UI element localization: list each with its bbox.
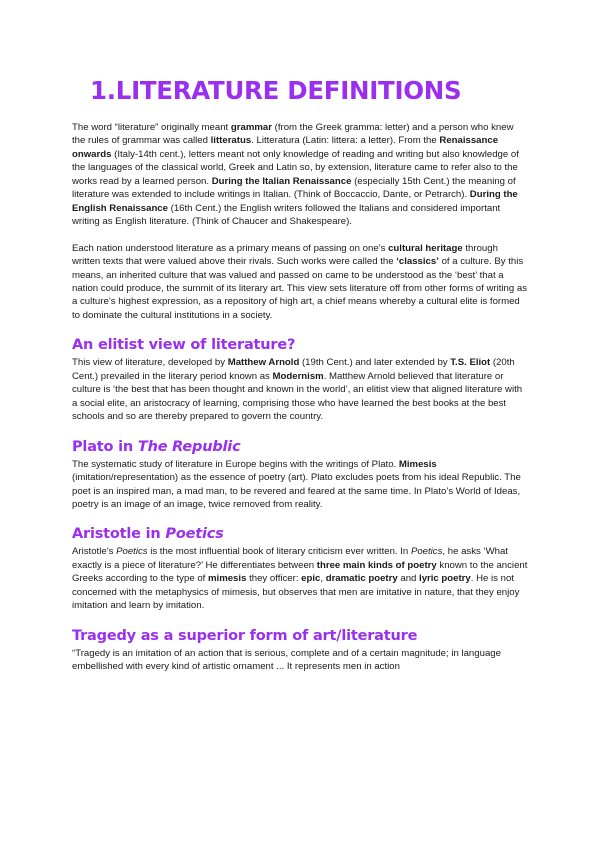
bold-term: cultural heritage <box>388 242 463 254</box>
text-run: This view of literature, developed by <box>72 357 228 369</box>
page-title: 1.LITERATURE DEFINITIONS <box>90 76 462 105</box>
bold-term: Matthew Arnold <box>227 357 300 369</box>
text-run: and <box>397 573 420 585</box>
bold-term: litteratus <box>210 135 252 147</box>
italic-title: The Republic <box>137 438 241 455</box>
section-spacer <box>72 322 528 334</box>
text-run: (20th Cent.) prevailed in the literary period known as <box>72 357 515 382</box>
section-spacer <box>72 511 528 523</box>
section-body-aristotle <box>72 545 528 612</box>
bold-term: lyric poetry <box>419 573 471 585</box>
bold-term: During the English Renaissance <box>72 189 518 214</box>
text-run: An elitist view of literature? <box>72 337 296 354</box>
text-run: (from the Greek gramma: letter) and a person who knew the rules of grammar was called <box>72 122 514 147</box>
section-body-elitist-view <box>72 356 528 423</box>
text-run: they officer: <box>246 573 302 585</box>
text-run: . Matthew Arnold believed that literature or culture is ‘the best that has been thought and known in the world’, an elitist view that aligned literature with a social elite, an aristocracy of learning, comprising those who have learned the best books at the best schools and so are thereby prepared to govern the country. <box>72 370 523 423</box>
text-run: Aristotle’s <box>72 546 117 558</box>
text-run: The systematic study of literature in Europe begins with the writings of Plato. <box>72 458 399 470</box>
text-run: . He is not concerned with the metaphysics of mimesis, but observes that men are imitative in nature, that they enjoy imitation and learn by imitation. <box>72 573 520 612</box>
bold-term: Modernism <box>272 370 324 382</box>
bold-term: During the Italian Renaissance <box>211 175 352 187</box>
italic-title: Poetics <box>410 546 443 558</box>
text-run: , <box>320 573 326 585</box>
bold-term: dramatic poetry <box>325 573 398 585</box>
text-run: (16th Cent.) the English writers followed the Italians and considered important writing as English literature. (Think of Chaucer and Shakespeare). <box>72 202 501 228</box>
text-run: Plato in <box>72 438 138 455</box>
section-heading-aristotle <box>72 523 528 545</box>
italic-title: Poetics <box>165 526 224 543</box>
intro-paragraph-2 <box>72 242 528 323</box>
bold-term: Renaissance onwards <box>72 135 499 160</box>
bold-term: mimesis <box>208 573 247 585</box>
text-run: , he asks ‘What exactly is a piece of literature?’ He differentiates between <box>72 546 508 571</box>
intro-paragraph-1 <box>72 121 528 229</box>
section-heading-tragedy <box>72 625 528 647</box>
bold-term: grammar <box>230 122 272 133</box>
bold-term: epic <box>301 573 321 585</box>
bold-term: Mimesis <box>398 458 437 470</box>
text-run: Each nation understood literature as a primary means of passing on one’s <box>72 242 389 254</box>
text-run: (especially 15th Cent.) the meaning of literature was extended to include writings in Italian. (Think of Boccaccio, Dante, or Petrarch). <box>72 175 516 201</box>
text-run: Aristotle in <box>72 526 166 543</box>
text-run: through written texts that were valued above their rivals. Such works were called the <box>72 242 498 268</box>
section-spacer <box>72 613 528 625</box>
section-body-tragedy <box>72 647 528 674</box>
text-run: is the most influential book of literary criticism ever written. In <box>147 546 411 558</box>
text-run: . Litteratura (Latin: littera: a letter). From the <box>251 135 440 147</box>
text-run: known to the ancient Greeks according to the type of <box>72 559 528 585</box>
bold-term: three main kinds of poetry <box>316 559 437 571</box>
bold-term: T.S. Eliot <box>450 357 491 369</box>
text-run: “Tragedy is an imitation of an action that is serious, complete and of a certain magnitude; in language embellished with every kind of artistic ornament ... It represents men in action <box>72 647 501 673</box>
document-page <box>72 76 528 674</box>
section-spacer <box>72 424 528 436</box>
paragraph-spacer <box>72 229 528 242</box>
italic-title: Poetics <box>116 546 148 558</box>
text-run: The word “literature” originally meant <box>72 122 231 133</box>
bold-term: ‘classics’ <box>396 256 439 268</box>
text-run: Tragedy as a superior form of art/literature <box>72 627 418 644</box>
text-run: (Italy-14th cent.), letters meant not only knowledge of reading and writing but also knowledge of the languages of the classical world, Greek and Latin so, by extension, literature came to refer also to the works read by a learned person. <box>72 148 519 187</box>
section-body-plato <box>72 458 528 512</box>
text-run: (imitation/representation) as the essence of poetry (art). Plato excludes poets from his ideal Republic. The poet is an inspired man, a mad man, to be revered and feared at the same time. In Plato’s World of Ideas, poetry is an image of an image, twice removed from reality. <box>72 472 521 510</box>
section-heading-elitist-view <box>72 334 528 356</box>
text-run: (19th Cent.) and later extended by <box>299 357 451 369</box>
section-heading-plato <box>72 436 528 458</box>
text-run: of a culture. By this means, an inherited culture that was valued and passed on came to be understood as the ‘best’ that a nation could produce, the summit of its literary art. This view sets literature off from other forms of writing as a culture’s highest expression, as a repository of high art, a chief means whereby a cultural elite is formed to dominate the cultural institutions in a society. <box>72 256 527 321</box>
